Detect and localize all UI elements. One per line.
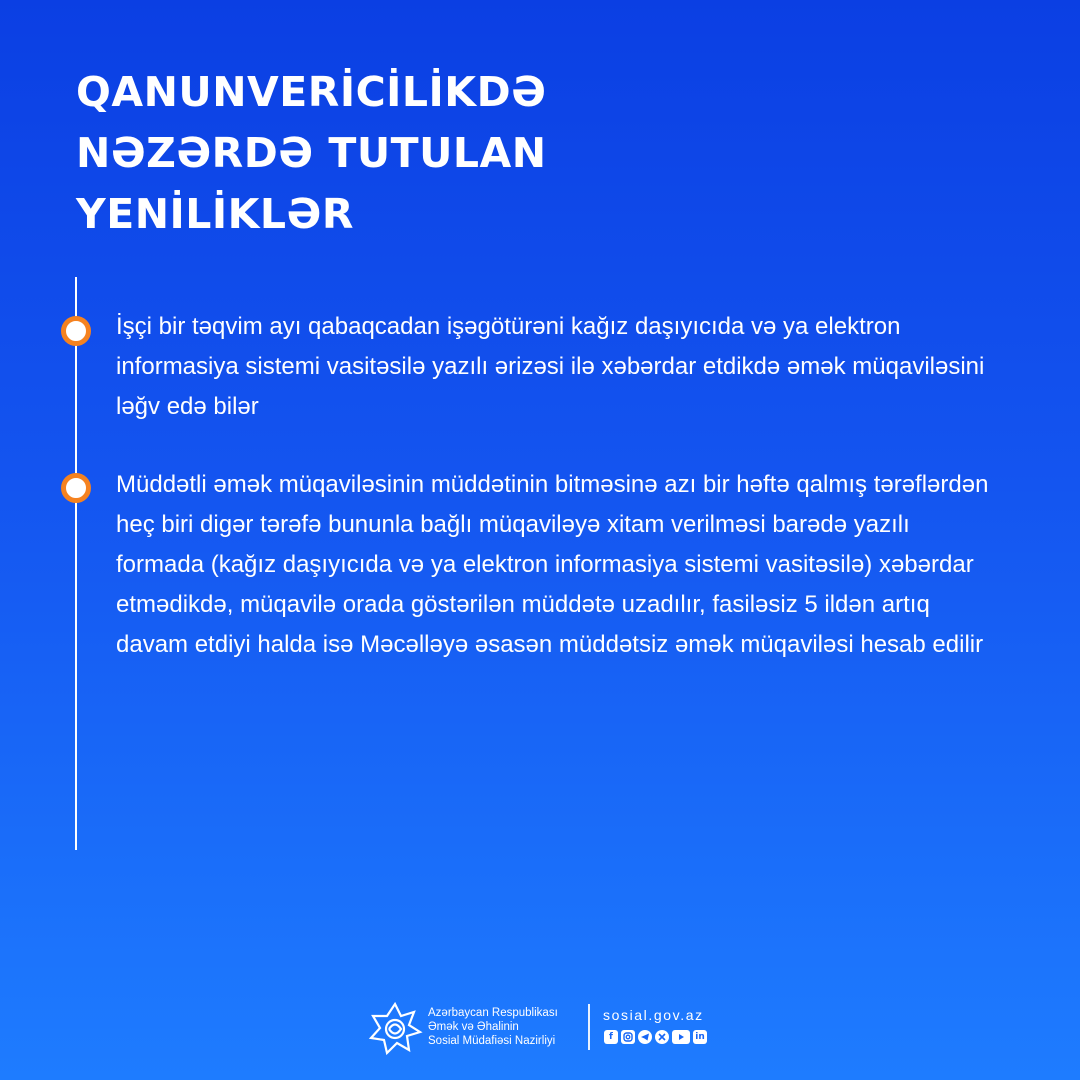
ministry-logo-icon <box>367 1000 423 1056</box>
youtube-icon[interactable] <box>672 1030 690 1044</box>
social-links <box>604 1030 707 1044</box>
timeline-item-1: İşçi bir təqvim ayı qabaqcadan işəgötürəni kağız daşıyıcıda və ya elektron informasiya sistemi vasitəsilə yazılı ərizəsi ilə xəbərdar etdikdə əmək müqaviləsini ləğv edə bilər <box>116 313 985 420</box>
x-icon[interactable] <box>655 1030 669 1044</box>
page-title <box>76 62 776 245</box>
title-line-2: NƏZƏRDƏ TUTULAN <box>76 129 547 177</box>
footer <box>0 998 1080 1058</box>
ministry-line-3: Sosial Müdafiəsi Nazirliyi <box>428 1035 556 1047</box>
website-link[interactable]: sosial.gov.az <box>603 1007 704 1023</box>
footer-divider <box>588 1004 590 1050</box>
linkedin-icon[interactable]: in <box>693 1030 707 1044</box>
ministry-line-1: Azərbaycan Respublikası <box>428 1007 558 1019</box>
ministry-line-2: Əmək və Əhalinin <box>428 1021 519 1033</box>
ministry-name <box>428 1006 558 1048</box>
facebook-icon[interactable]: f <box>604 1030 618 1044</box>
timeline-rail <box>75 277 77 850</box>
telegram-icon[interactable] <box>638 1030 652 1044</box>
title-line-3: YENİLİKLƏR <box>76 190 354 238</box>
timeline-bullet-icon <box>61 316 91 346</box>
timeline-item-2: Müddətli əmək müqaviləsinin müddətinin bitməsinə azı bir həftə qalmış tərəflərdən heç biri digər tərəfə bununla bağlı müqaviləyə xitam verilməsi barədə yazılı formada (kağız daşıyıcıda və ya elektron informasiya sistemi vasitəsilə) xəbərdar etmədikdə, müqavilə orada göstərilən müddətə uzadılır, fasiləsiz 5 ildən artıq davam etdiyi halda isə Məcəlləyə əsasən müddətsiz əmək müqaviləsi hesab edilir <box>116 471 989 658</box>
title-line-1: QANUNVERİCİLİKDƏ <box>76 68 547 116</box>
instagram-icon[interactable] <box>621 1030 635 1044</box>
timeline-bullet-icon <box>61 473 91 503</box>
